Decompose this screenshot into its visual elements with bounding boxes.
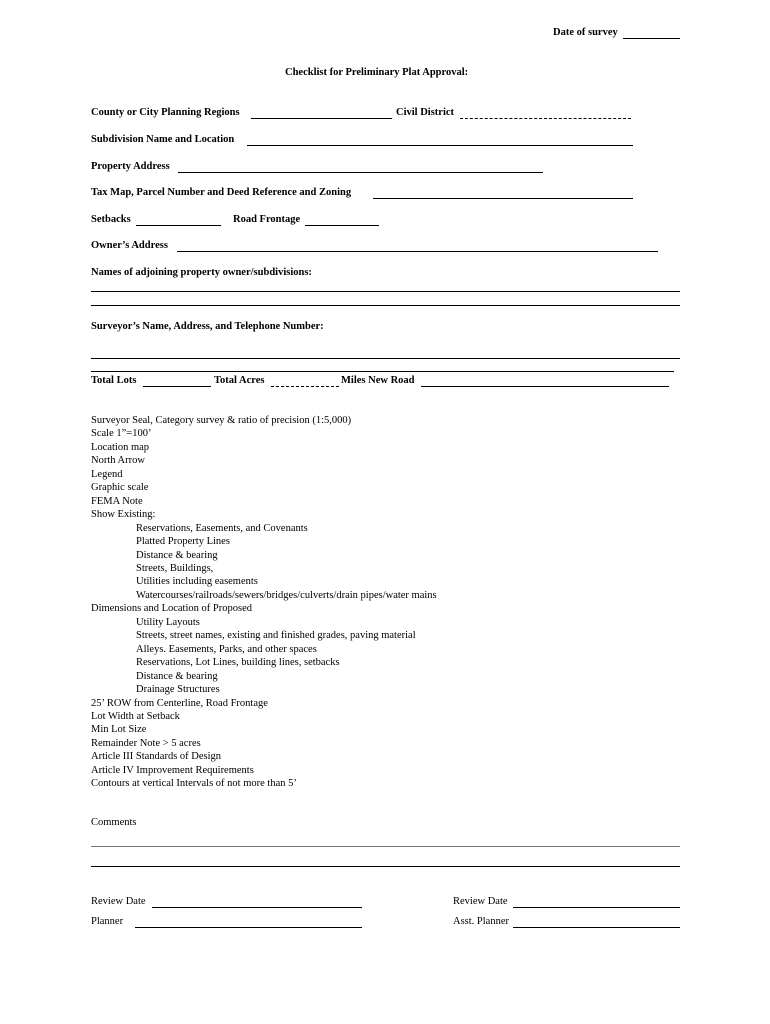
checklist-item: Remainder Note > 5 acres xyxy=(91,737,201,749)
comments-line-2[interactable] xyxy=(91,866,680,867)
review-date-right-label: Review Date xyxy=(453,896,508,907)
checklist-item: Distance & bearing xyxy=(136,549,218,561)
checklist-item: Reservations, Easements, and Covenants xyxy=(136,522,308,534)
surveyor-line-2[interactable] xyxy=(91,371,674,372)
civil-district-label: Civil District xyxy=(396,107,455,118)
checklist-item: Platted Property Lines xyxy=(136,536,230,548)
checklist-item: Graphic scale xyxy=(91,482,149,494)
review-date-left-field[interactable] xyxy=(152,907,362,908)
total-lots-field[interactable] xyxy=(143,386,211,387)
checklist-item: Contours at vertical Intervals of not more than 5’ xyxy=(91,778,297,790)
tax-map-label: Tax Map, Parcel Number and Deed Reference and Zoning xyxy=(91,187,352,198)
road-frontage-field[interactable] xyxy=(305,225,379,226)
checklist-item: 25’ ROW from Centerline, Road Frontage xyxy=(91,697,268,709)
property-address-label: Property Address xyxy=(91,161,170,172)
road-frontage-label: Road Frontage xyxy=(233,214,301,225)
checklist-item: Drainage Structures xyxy=(136,684,220,696)
checklist-item: Streets, Buildings, xyxy=(136,562,214,574)
checklist-item: Watercourses/railroads/sewers/bridges/culverts/drain pipes/water mains xyxy=(136,589,437,601)
miles-new-road-label: Miles New Road xyxy=(341,375,415,386)
planner-label: Planner xyxy=(91,916,124,927)
comments-label: Comments xyxy=(91,817,137,828)
checklist-item: Utility Layouts xyxy=(136,616,200,628)
setbacks-field[interactable] xyxy=(136,225,221,226)
surveyor-label: Surveyor’s Name, Address, and Telephone Number: xyxy=(91,321,324,332)
subdivision-label: Subdivision Name and Location xyxy=(91,134,235,145)
property-address-field[interactable] xyxy=(178,172,543,173)
checklist-item: Alleys. Easements, Parks, and other spaces xyxy=(136,643,317,655)
checklist-item: Streets, street names, existing and finished grades, paving material xyxy=(136,630,416,642)
checklist-item: Lot Width at Setback xyxy=(91,710,180,722)
total-acres-field[interactable] xyxy=(271,386,339,387)
date-of-survey-field[interactable] xyxy=(623,38,680,39)
checklist-item: Utilities including easements xyxy=(136,576,258,588)
checklist-item: Location map xyxy=(91,441,150,453)
setbacks-label: Setbacks xyxy=(91,214,131,225)
adjoining-owners-label: Names of adjoining property owner/subdivisions: xyxy=(91,267,312,278)
checklist-item: North Arrow xyxy=(91,455,145,467)
checklist-item: Min Lot Size xyxy=(91,724,147,736)
owner-address-field[interactable] xyxy=(177,251,658,252)
civil-district-field[interactable] xyxy=(460,118,631,119)
total-lots-label: Total Lots xyxy=(91,375,137,386)
checklist-item: Distance & bearing xyxy=(136,670,218,682)
asst-planner-label: Asst. Planner xyxy=(453,916,509,927)
checklist-item: Scale 1”=100’ xyxy=(91,428,152,440)
checklist xyxy=(91,414,437,791)
checklist-item: Reservations, Lot Lines, building lines, setbacks xyxy=(136,657,340,669)
checklist-item: Article IV Improvement Requirements xyxy=(91,764,254,776)
planner-field[interactable] xyxy=(135,927,362,928)
owner-address-label: Owner’s Address xyxy=(91,240,168,251)
comments-line-1[interactable] xyxy=(91,846,680,847)
checklist-item: FEMA Note xyxy=(91,495,143,507)
checklist-item: Show Existing: xyxy=(91,509,156,521)
asst-planner-field[interactable] xyxy=(513,927,680,928)
page-title: Checklist for Preliminary Plat Approval: xyxy=(285,67,469,78)
checklist-item: Dimensions and Location of Proposed xyxy=(91,603,252,615)
review-date-right-field[interactable] xyxy=(513,907,680,908)
surveyor-line-1[interactable] xyxy=(91,358,680,359)
date-of-survey-label: Date of survey xyxy=(553,27,618,38)
county-field[interactable] xyxy=(251,118,392,119)
adjoining-owners-line-1[interactable] xyxy=(91,291,680,292)
tax-map-field[interactable] xyxy=(373,198,633,199)
subdivision-field[interactable] xyxy=(247,145,633,146)
total-acres-label: Total Acres xyxy=(214,375,265,386)
checklist-item: Legend xyxy=(91,468,123,480)
checklist-item: Article III Standards of Design xyxy=(91,751,222,763)
review-date-left-label: Review Date xyxy=(91,896,146,907)
miles-new-road-field[interactable] xyxy=(421,386,669,387)
adjoining-owners-line-2[interactable] xyxy=(91,305,680,306)
county-label: County or City Planning Regions xyxy=(91,107,240,118)
checklist-item: Surveyor Seal, Category survey & ratio of precision (1:5,000) xyxy=(91,415,352,426)
